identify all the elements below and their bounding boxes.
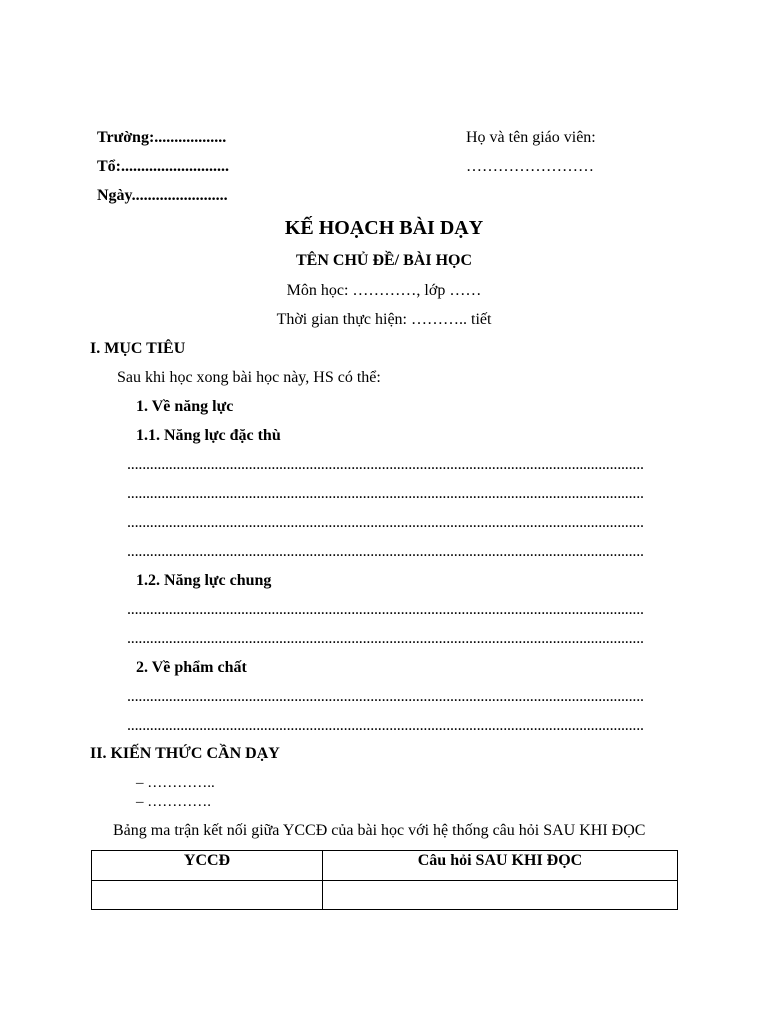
table-cell xyxy=(92,881,323,910)
section-objectives-heading: I. MỤC TIÊU xyxy=(90,340,186,357)
knowledge-bullet: – ………….. xyxy=(136,775,215,791)
section-knowledge-heading: II. KIẾN THỨC CẦN DẠY xyxy=(90,745,280,762)
specific-competence-line: ........................................................................................................................................ xyxy=(127,457,644,473)
table-header-row xyxy=(92,851,678,881)
school-field: Trường:.................. xyxy=(97,129,227,146)
specific-competence-line: ........................................................................................................................................ xyxy=(127,544,644,560)
table-caption: Bảng ma trận kết nối giữa YCCĐ của bài học với hệ thống câu hỏi SAU KHI ĐỌC xyxy=(113,822,646,839)
teacher-label: Họ và tên giáo viên: xyxy=(466,129,596,146)
teacher-name-field: …………………… xyxy=(466,158,594,175)
document-title: KẾ HOẠCH BÀI DẠY xyxy=(284,217,484,239)
knowledge-bullet: – …………. xyxy=(136,794,211,810)
qualities-heading: 2. Về phẩm chất xyxy=(136,659,247,676)
specific-competence-line: ........................................................................................................................................ xyxy=(127,486,644,502)
general-competence-line: ........................................................................................................................................ xyxy=(127,602,644,618)
group-field: Tổ:........................... xyxy=(97,158,229,175)
qualities-line: ........................................................................................................................................ xyxy=(127,689,644,705)
specific-competence-heading: 1.1. Năng lực đặc thù xyxy=(136,427,281,444)
competence-heading: 1. Về năng lực xyxy=(136,398,234,415)
qualities-line: ........................................................................................................................................ xyxy=(127,718,644,734)
requirements-question-matrix xyxy=(91,850,678,910)
time-line: Thời gian thực hiện: ……….. tiết xyxy=(276,311,492,328)
objectives-intro: Sau khi học xong bài học này, HS có thể: xyxy=(117,369,381,386)
general-competence-line: ........................................................................................................................................ xyxy=(127,631,644,647)
table-cell xyxy=(323,881,678,910)
general-competence-heading: 1.2. Năng lực chung xyxy=(136,572,272,589)
column-header-yccd: YCCĐ xyxy=(92,851,323,881)
subject-line: Môn học: …………, lớp …… xyxy=(286,282,482,299)
column-header-questions: Câu hỏi SAU KHI ĐỌC xyxy=(323,851,678,881)
date-field: Ngày........................ xyxy=(97,187,228,204)
specific-competence-line: ........................................................................................................................................ xyxy=(127,515,644,531)
lesson-subtitle: TÊN CHỦ ĐỀ/ BÀI HỌC xyxy=(295,252,473,269)
table-row xyxy=(92,881,678,910)
